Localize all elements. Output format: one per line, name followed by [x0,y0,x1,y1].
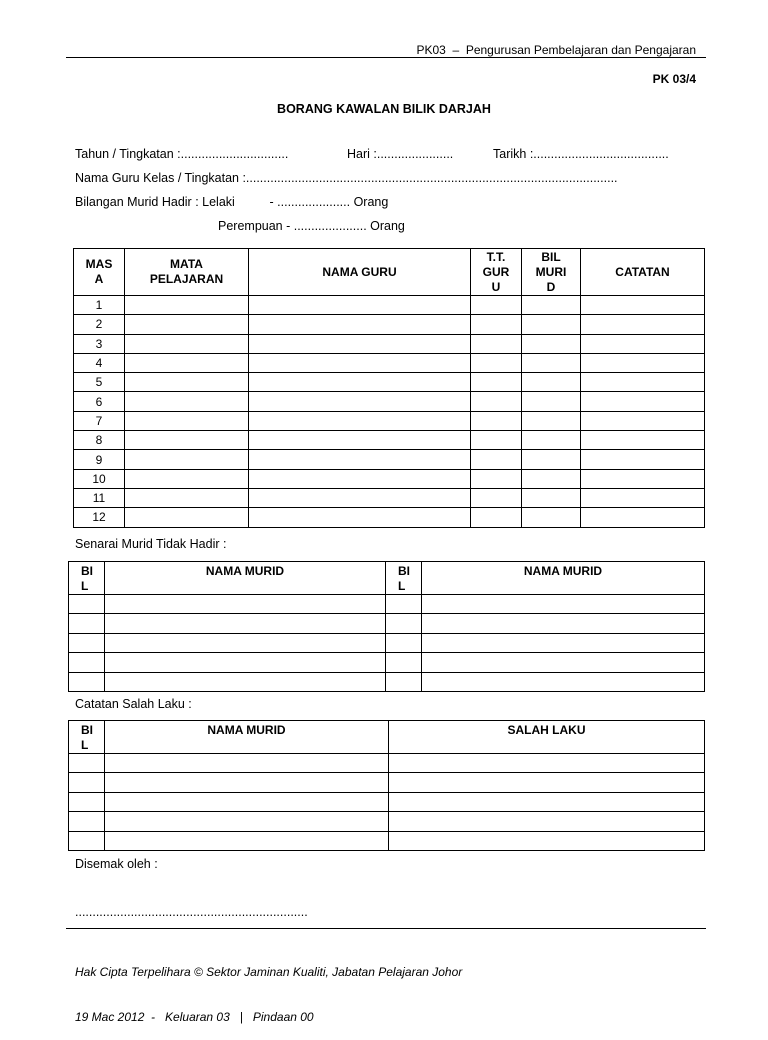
class-control-cell[interactable] [125,373,249,392]
class-control-cell[interactable] [249,334,471,353]
masa-number: 7 [74,411,125,430]
col-tt-guru: T.T. GUR U [471,249,522,296]
table-row [69,653,705,672]
form-code: PK 03/4 [652,72,696,86]
page-title: BORANG KAWALAN BILIK DARJAH [277,102,491,116]
table-cell[interactable] [386,633,422,652]
class-control-cell[interactable] [581,373,705,392]
col-masa: MAS A [74,249,125,296]
class-control-cell[interactable] [522,296,581,315]
signature-line[interactable]: ................................................................... [75,905,308,919]
col-nama-guru: NAMA GURU [249,249,471,296]
class-control-cell[interactable] [522,315,581,334]
class-control-cell[interactable] [471,373,522,392]
class-control-cell[interactable] [471,296,522,315]
class-control-cell[interactable] [581,450,705,469]
masa-number: 10 [74,469,125,488]
masa-number: 3 [74,334,125,353]
misconduct-table [68,720,705,851]
class-control-row [74,431,705,450]
table-cell[interactable] [69,812,105,831]
table-cell[interactable] [69,672,105,691]
class-control-cell[interactable] [471,488,522,507]
table-cell[interactable] [105,831,389,850]
class-control-cell[interactable] [522,334,581,353]
col-nama-murid-2: NAMA MURID [422,562,705,595]
table-cell[interactable] [105,614,386,633]
class-control-cell[interactable] [522,411,581,430]
class-control-cell[interactable] [249,431,471,450]
class-control-row [74,353,705,372]
class-control-cell[interactable] [522,450,581,469]
class-control-row [74,373,705,392]
class-control-cell[interactable] [125,353,249,372]
class-control-cell[interactable] [522,488,581,507]
table-cell[interactable] [389,773,705,792]
table-cell[interactable] [389,831,705,850]
table-cell[interactable] [389,754,705,773]
table-cell[interactable] [386,595,422,614]
footer [75,935,462,1040]
table-cell[interactable] [386,672,422,691]
class-control-table [73,248,705,528]
masa-number: 12 [74,508,125,527]
footer-revision: 19 Mac 2012 - Keluaran 03 | Pindaan 00 [75,1010,314,1024]
table-cell[interactable] [69,792,105,811]
page-header [416,43,696,57]
masa-number: 6 [74,392,125,411]
col-nama-murid: NAMA MURID [105,721,389,754]
class-control-cell[interactable] [522,431,581,450]
table-cell[interactable] [422,653,705,672]
misconduct-section-label: Catatan Salah Laku : [75,697,192,711]
class-control-row [74,508,705,527]
class-control-row [74,469,705,488]
class-control-cell[interactable] [125,488,249,507]
table-cell[interactable] [386,653,422,672]
header-rule [66,57,706,58]
table-cell[interactable] [422,672,705,691]
class-control-cell[interactable] [581,315,705,334]
class-control-cell[interactable] [471,353,522,372]
col-bil-1: BI L [69,562,105,595]
tarikh-field[interactable]: Tarikh :....................................... [493,147,669,161]
class-control-cell[interactable] [249,315,471,334]
table-cell[interactable] [69,633,105,652]
class-control-cell[interactable] [471,334,522,353]
table-cell[interactable] [69,773,105,792]
col-bil: BI L [69,721,105,754]
table-cell[interactable] [389,812,705,831]
masa-number: 8 [74,431,125,450]
absent-students-table [68,561,705,692]
header-code: PK03 [416,43,446,57]
class-control-cell[interactable] [125,315,249,334]
footer-copyright: Hak Cipta Terpelihara © Sektor Jaminan Kualiti, Jabatan Pelajaran Johor [75,965,463,979]
class-control-cell[interactable] [522,353,581,372]
table-row [69,831,705,850]
class-control-cell[interactable] [249,508,471,527]
table-cell[interactable] [105,754,389,773]
class-control-cell[interactable] [249,353,471,372]
class-control-cell[interactable] [125,450,249,469]
hari-field[interactable]: Hari :...................... [347,147,454,161]
col-bil-murid: BIL MURI D [522,249,581,296]
table-cell[interactable] [386,614,422,633]
class-control-cell[interactable] [249,488,471,507]
misconduct-header-row [69,721,705,754]
class-control-cell[interactable] [581,488,705,507]
masa-number: 1 [74,296,125,315]
class-control-row [74,450,705,469]
table-cell[interactable] [69,831,105,850]
perempuan-field[interactable]: Perempuan - ..................... Orang [218,219,405,233]
class-control-cell[interactable] [249,411,471,430]
class-control-row [74,296,705,315]
nama-guru-field[interactable]: Nama Guru Kelas / Tingkatan :........................................................................................................... [75,171,618,185]
class-control-cell[interactable] [522,373,581,392]
class-control-cell[interactable] [471,508,522,527]
table-cell[interactable] [105,773,389,792]
class-control-cell[interactable] [522,392,581,411]
table-cell[interactable] [69,614,105,633]
absent-header-row [69,562,705,595]
footer-rule [66,928,706,929]
table-row [69,754,705,773]
class-control-cell[interactable] [125,334,249,353]
class-control-cell[interactable] [522,469,581,488]
masa-number: 4 [74,353,125,372]
table-cell[interactable] [69,595,105,614]
tahun-field[interactable]: Tahun / Tingkatan :............................... [75,147,289,161]
class-control-header-row [74,249,705,296]
class-control-cell[interactable] [581,431,705,450]
class-control-cell[interactable] [125,469,249,488]
class-control-row [74,315,705,334]
table-cell[interactable] [422,633,705,652]
absent-section-label: Senarai Murid Tidak Hadir : [75,537,227,551]
class-control-cell[interactable] [249,450,471,469]
table-cell[interactable] [389,792,705,811]
class-control-cell[interactable] [125,431,249,450]
class-control-row [74,488,705,507]
masa-number: 5 [74,373,125,392]
table-cell[interactable] [422,614,705,633]
class-control-cell[interactable] [471,392,522,411]
col-nama-murid-1: NAMA MURID [105,562,386,595]
col-mata-pelajaran: MATA PELAJARAN [125,249,249,296]
class-control-cell[interactable] [249,373,471,392]
class-control-cell[interactable] [581,508,705,527]
table-cell[interactable] [422,595,705,614]
class-control-cell[interactable] [125,296,249,315]
masa-number: 9 [74,450,125,469]
class-control-cell[interactable] [471,431,522,450]
class-control-cell[interactable] [471,469,522,488]
class-control-cell[interactable] [471,450,522,469]
class-control-row [74,392,705,411]
class-control-cell[interactable] [249,469,471,488]
bilangan-lelaki-field[interactable]: Bilangan Murid Hadir : Lelaki - ..................... Orang [75,195,389,209]
table-row [69,812,705,831]
class-control-cell[interactable] [522,508,581,527]
table-row [69,792,705,811]
table-cell[interactable] [105,812,389,831]
class-control-cell[interactable] [581,296,705,315]
class-control-cell[interactable] [581,334,705,353]
class-control-cell[interactable] [249,392,471,411]
class-control-cell[interactable] [581,469,705,488]
class-control-row [74,334,705,353]
masa-number: 11 [74,488,125,507]
header-subtitle: Pengurusan Pembelajaran dan Pengajaran [465,43,696,57]
masa-number: 2 [74,315,125,334]
col-salah-laku: SALAH LAKU [389,721,705,754]
table-row [69,633,705,652]
table-cell[interactable] [105,792,389,811]
table-cell[interactable] [69,653,105,672]
class-control-cell[interactable] [581,411,705,430]
class-control-cell[interactable] [125,392,249,411]
table-cell[interactable] [105,653,386,672]
table-cell[interactable] [105,595,386,614]
table-row [69,595,705,614]
class-control-cell[interactable] [471,315,522,334]
table-cell[interactable] [69,754,105,773]
header-dash: – [452,43,460,57]
class-control-row [74,411,705,430]
table-cell[interactable] [105,633,386,652]
reviewed-by-label: Disemak oleh : [75,857,158,871]
table-row [69,773,705,792]
class-control-cell[interactable] [125,411,249,430]
col-bil-2: BI L [386,562,422,595]
class-control-cell[interactable] [249,296,471,315]
class-control-cell[interactable] [125,508,249,527]
table-cell[interactable] [105,672,386,691]
col-catatan: CATATAN [581,249,705,296]
table-row [69,672,705,691]
class-control-cell[interactable] [581,353,705,372]
table-row [69,614,705,633]
class-control-cell[interactable] [581,392,705,411]
class-control-cell[interactable] [471,411,522,430]
